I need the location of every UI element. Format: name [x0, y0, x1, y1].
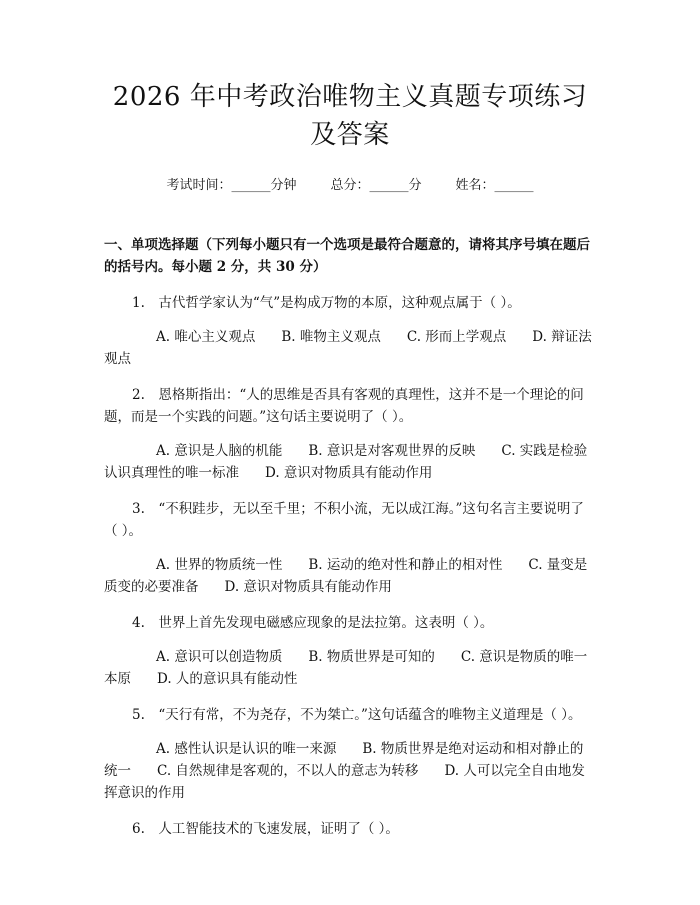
question-options	[104, 738, 596, 804]
option-b: B. 物质世界是可知的	[308, 649, 435, 665]
question-options	[104, 326, 596, 370]
question-options	[104, 554, 596, 598]
option-d: D. 人的意识具有能动性	[157, 671, 298, 687]
option-a: A. 感性认识是认识的唯一来源	[156, 741, 337, 757]
option-d: D. 意识对物质具有能动作用	[224, 579, 392, 595]
option-a: A. 唯心主义观点	[156, 329, 256, 345]
option-c: C. 自然规律是客观的，不以人的意志为转移	[157, 763, 419, 779]
option-d: D. 人可以完全自由地发挥意识的作用	[104, 763, 585, 801]
question-options	[104, 440, 596, 484]
option-d: D. 意识对物质具有能动作用	[265, 465, 433, 481]
option-b: B. 唯物主义观点	[281, 329, 381, 345]
question-1	[104, 292, 596, 370]
question-4	[104, 612, 596, 690]
option-a: A. 意识是人脑的机能	[156, 443, 283, 459]
exam-meta	[104, 176, 596, 196]
option-a: A. 意识可以创造物质	[156, 649, 283, 665]
option-d: D. 辩证法观点	[104, 329, 592, 367]
exam-time-label: 考试时间：______分钟	[166, 178, 297, 193]
question-6	[104, 818, 596, 840]
option-b: B. 物质世界是绝对运动和相对静止的统一	[104, 741, 584, 779]
option-b: B. 意识是对客观世界的反映	[308, 443, 476, 459]
question-stem: 1. 古代哲学家认为“气”是构成万物的本原，这种观点属于（ ）。	[132, 295, 521, 311]
question-stem: 6. 人工智能技术的飞速发展，证明了（ ）。	[132, 821, 399, 837]
question-options	[104, 646, 596, 690]
question-stem: 2. 恩格斯指出：“人的思维是否具有客观的真理性，这并不是一个理论的问题，而是一个实践的问题。”这句话主要说明了（ ）。	[104, 387, 584, 425]
question-stem: 5. “天行有常，不为尧存，不为桀亡。”这句话蕴含的唯物主义道理是（ ）。	[132, 707, 582, 723]
option-a: A. 世界的物质统一性	[156, 557, 283, 573]
total-score-label: 总分：______分	[330, 178, 422, 193]
question-3	[104, 498, 596, 598]
option-c: C. 实践是检验认识真理性的唯一标准	[104, 443, 588, 481]
question-5	[104, 704, 596, 804]
name-label: 姓名：______	[455, 178, 534, 193]
document-title: 2026 年中考政治唯物主义真题专项练习及答案	[112, 82, 588, 150]
section-heading: 一、单项选择题（下列每小题只有一个选项是最符合题意的，请将其序号填在题后的括号内。每小题 2 分，共 30 分）	[104, 237, 590, 275]
question-stem: 3. “不积跬步，无以至千里；不积小流，无以成江海。”这句名言主要说明了（ ）。	[104, 501, 584, 539]
question-2	[104, 384, 596, 484]
option-c: C. 意识是物质的唯一本原	[104, 649, 588, 687]
option-b: B. 运动的绝对性和静止的相对性	[308, 557, 503, 573]
option-c: C. 量变是质变的必要准备	[104, 557, 588, 595]
question-stem: 4. 世界上首先发现电磁感应现象的是法拉第。这表明（ ）。	[132, 615, 494, 631]
option-c: C. 形而上学观点	[406, 329, 507, 345]
